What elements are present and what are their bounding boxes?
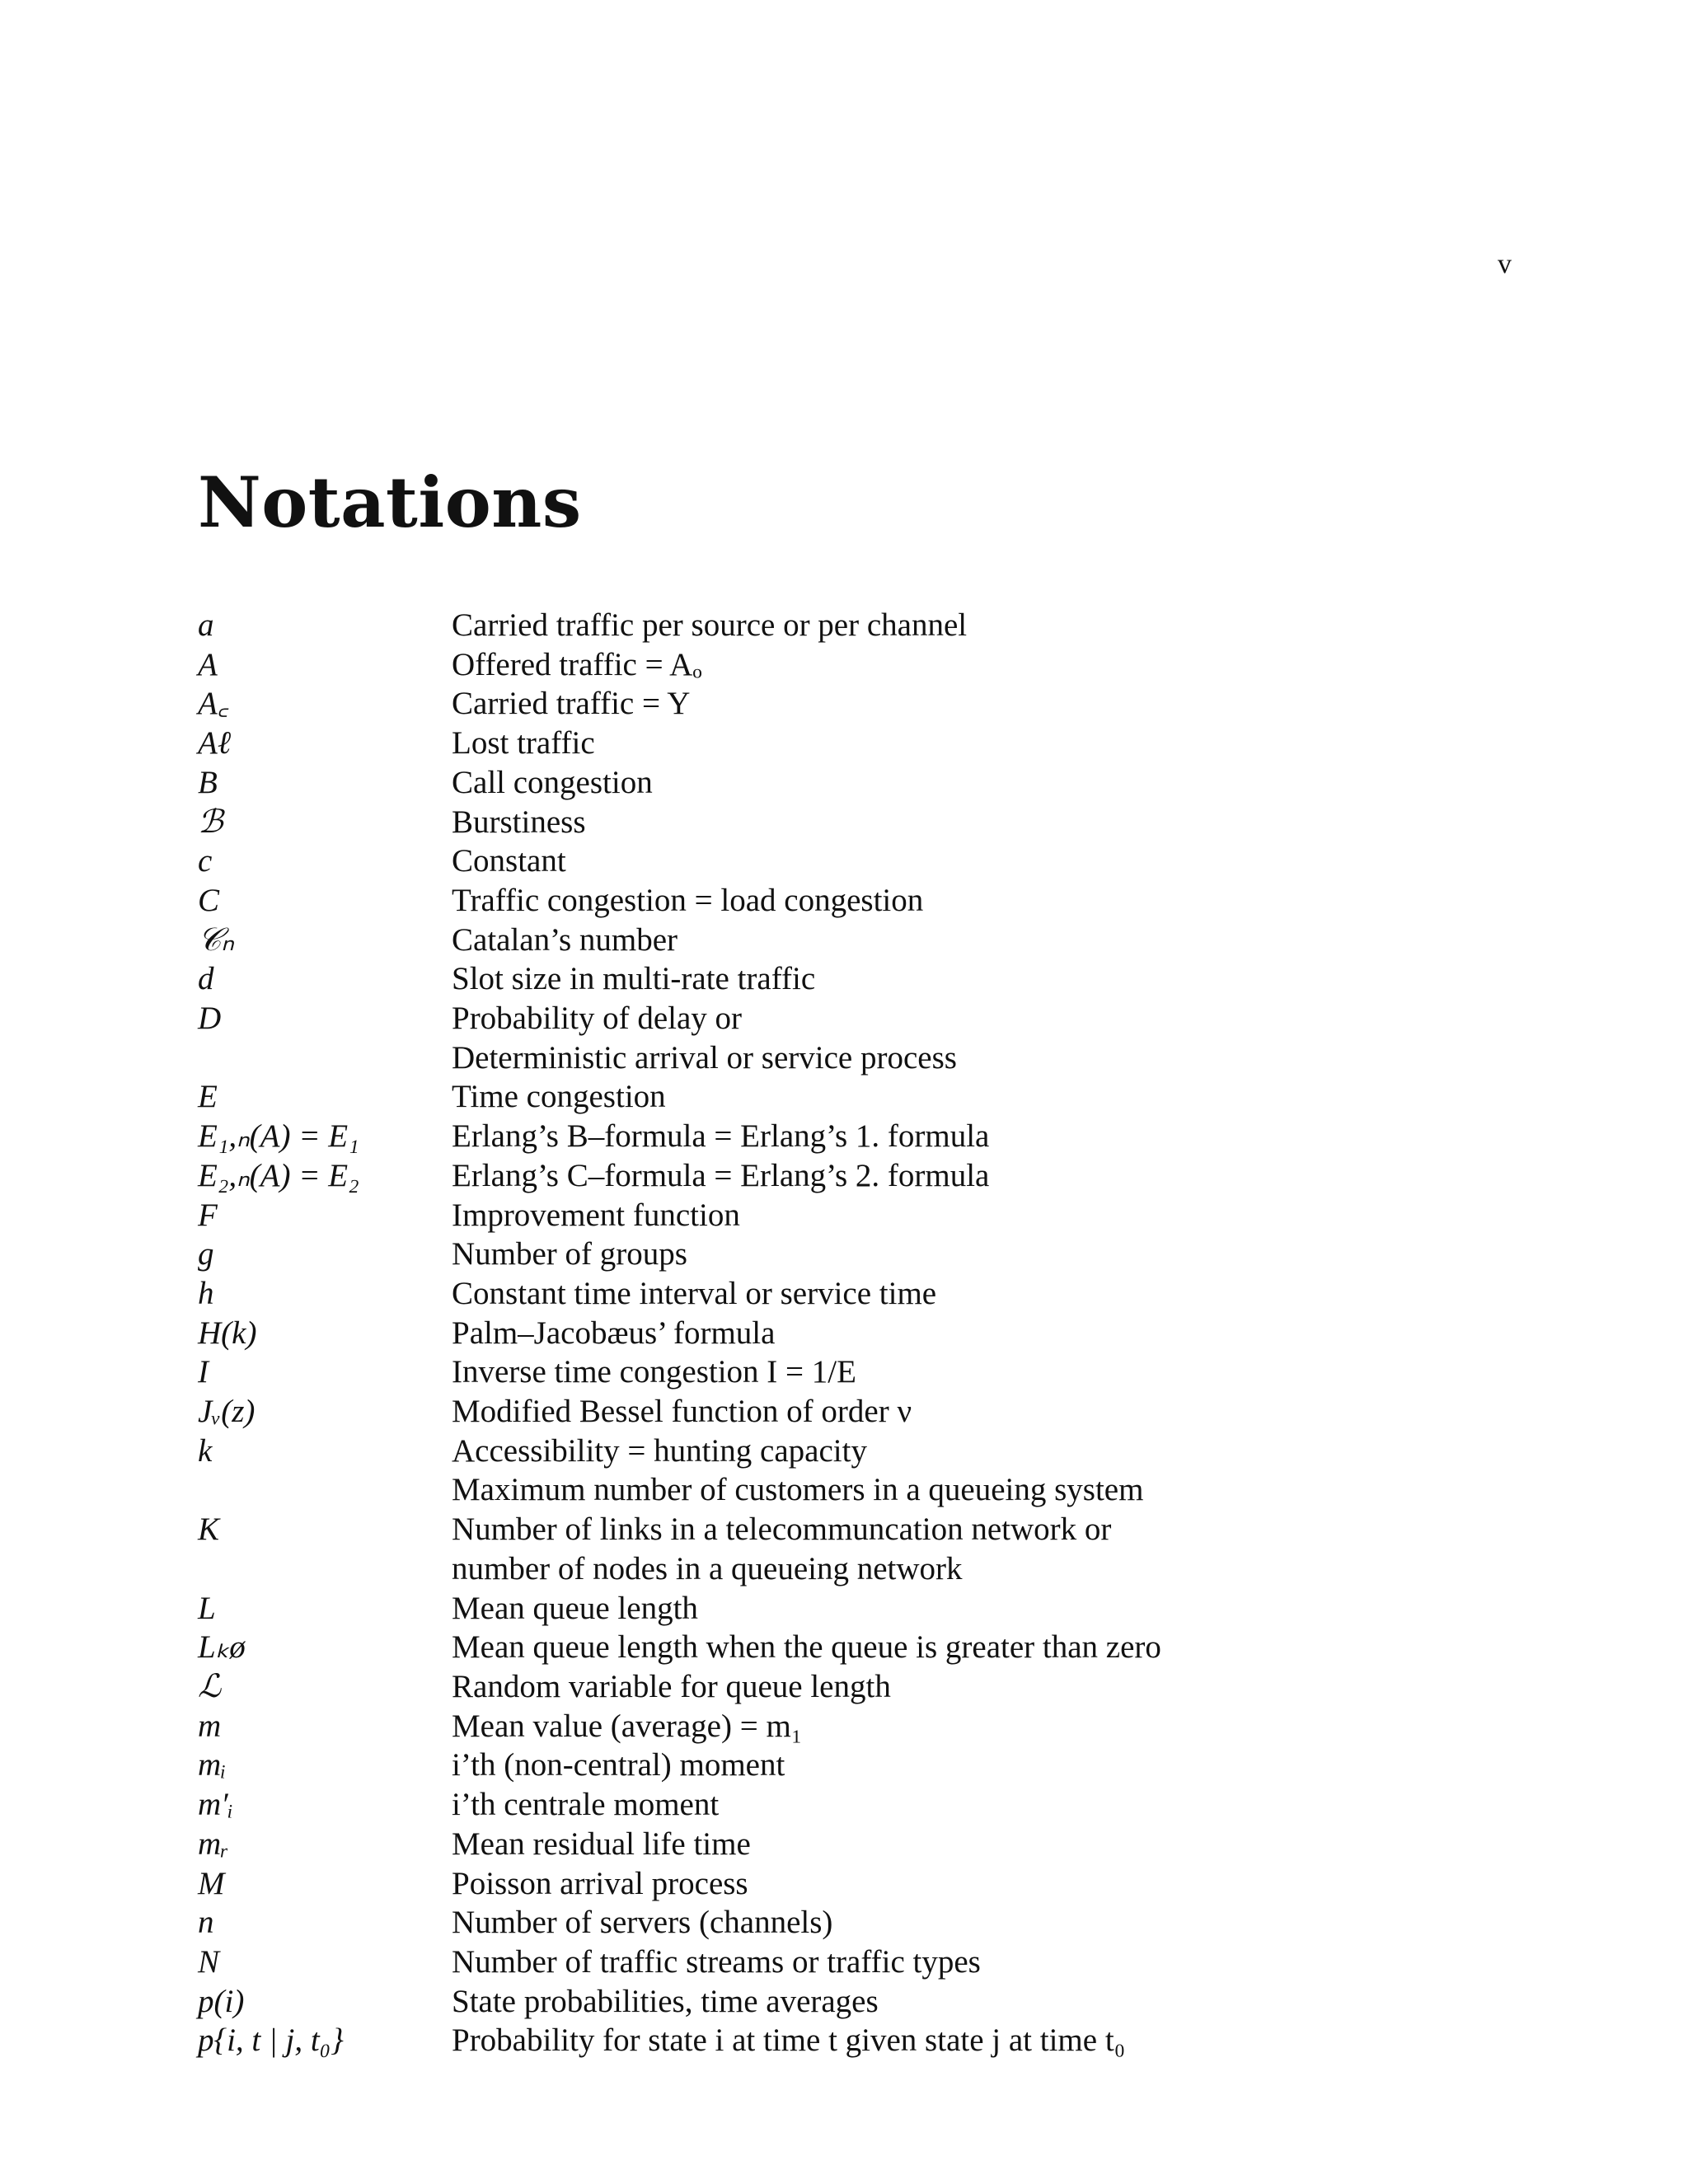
- notation-symbol: L: [198, 1590, 216, 1626]
- notation-symbol: ℒ: [198, 1668, 222, 1704]
- notation-description: Slot size in multi-rate traffic: [452, 961, 816, 997]
- notation-row: [198, 1392, 1517, 1432]
- notation-description: Poisson arrival process: [452, 1865, 748, 1901]
- notation-symbol: ℬ: [198, 804, 223, 840]
- notation-row: [198, 921, 1517, 960]
- notation-description: Maximum number of customers in a queueing system: [452, 1472, 1144, 1508]
- notation-symbol: d: [198, 961, 214, 997]
- notation-row: [198, 2021, 1517, 2060]
- notation-row: [198, 1470, 1517, 1510]
- notation-description: Number of traffic streams or traffic types: [452, 1943, 981, 1980]
- notation-symbol: I: [198, 1354, 209, 1390]
- notation-row: [198, 1825, 1517, 1864]
- notation-row: [198, 999, 1517, 1038]
- notation-description: Palm–Jacobæus’ formula: [452, 1315, 776, 1351]
- notation-description: i’th (non-central) moment: [452, 1747, 785, 1783]
- notation-symbol: Aℓ: [198, 725, 232, 762]
- notation-description: Accessibility = hunting capacity: [452, 1432, 867, 1469]
- notation-row: [198, 724, 1517, 763]
- notation-symbol: a: [198, 607, 214, 643]
- notation-symbol: 𝒞ₙ: [198, 921, 234, 958]
- notation-description: Constant time interval or service time: [452, 1275, 937, 1311]
- notation-symbol: m′ᵢ: [198, 1787, 233, 1823]
- notation-row: [198, 1549, 1517, 1589]
- notation-symbol: K: [198, 1511, 220, 1548]
- notation-symbol: F: [198, 1197, 218, 1233]
- notation-description: Carried traffic = Y: [452, 686, 691, 722]
- notation-symbol: g: [198, 1236, 214, 1272]
- notation-description: Probability for state i at time t given state j at time t₀: [452, 2022, 1126, 2059]
- notation-row: [198, 1038, 1517, 1078]
- notation-description: Erlang’s C–formula = Erlang’s 2. formula: [452, 1157, 990, 1193]
- notation-row: [198, 763, 1517, 803]
- notation-description: Burstiness: [452, 804, 586, 840]
- notation-symbol: mᵣ: [198, 1825, 229, 1862]
- notation-symbol: p(i): [198, 1983, 245, 2019]
- notation-symbol: n: [198, 1905, 214, 1941]
- notation-row: [198, 803, 1517, 842]
- notation-description: Probability of delay or: [452, 1001, 743, 1037]
- notation-description: Traffic congestion = load congestion: [452, 882, 924, 918]
- notation-description: Number of servers (channels): [452, 1905, 833, 1941]
- notation-symbol: m: [198, 1708, 222, 1744]
- notation-symbol: H(k): [198, 1315, 257, 1351]
- notation-symbol: h: [198, 1275, 214, 1311]
- notation-description: Mean queue length: [452, 1590, 698, 1626]
- notation-row: [198, 1903, 1517, 1943]
- notation-description: Mean queue length when the queue is greater than zero: [452, 1629, 1161, 1666]
- notation-symbol: D: [198, 1001, 222, 1037]
- notation-symbol: C: [198, 882, 220, 918]
- notation-symbol: M: [198, 1865, 225, 1901]
- notation-row: [198, 1982, 1517, 2022]
- notation-row: [198, 1196, 1517, 1235]
- notation-row: [198, 1864, 1517, 1904]
- notation-description: i’th centrale moment: [452, 1787, 720, 1823]
- notation-symbol: Jᵥ(z): [198, 1394, 256, 1430]
- notation-row: [198, 1432, 1517, 1471]
- notation-row: [198, 1785, 1517, 1825]
- notation-symbol: E: [198, 1079, 218, 1115]
- notation-description: Mean value (average) = m₁: [452, 1708, 803, 1744]
- notation-symbol: c: [198, 843, 213, 879]
- notation-symbol: E₂,ₙ(A) = E₂: [198, 1157, 359, 1193]
- notation-row: [198, 1117, 1517, 1156]
- notation-symbol: A꜀: [198, 686, 229, 722]
- notation-description: Deterministic arrival or service process: [452, 1039, 957, 1076]
- notation-row: [198, 1746, 1517, 1785]
- notations-list: [198, 606, 1517, 2060]
- notation-description: Time congestion: [452, 1079, 666, 1115]
- notation-symbol: E₁,ₙ(A) = E₁: [198, 1118, 359, 1155]
- notation-description: Random variable for queue length: [452, 1668, 891, 1704]
- notation-description: Erlang’s B–formula = Erlang’s 1. formula: [452, 1118, 990, 1155]
- page-number: v: [1498, 249, 1512, 279]
- notation-row: [198, 1707, 1517, 1746]
- notation-row: [198, 1943, 1517, 1982]
- notation-row: [198, 1274, 1517, 1314]
- notation-symbol: A: [198, 646, 218, 682]
- notation-row: [198, 959, 1517, 999]
- notation-row: [198, 1510, 1517, 1549]
- notation-row: [198, 684, 1517, 724]
- notation-symbol: p{i, t | j, t₀}: [198, 2022, 344, 2059]
- notation-description: Constant: [452, 843, 566, 879]
- notation-description: Offered traffic = Aₒ: [452, 646, 702, 682]
- notation-description: Inverse time congestion I = 1/E: [452, 1354, 856, 1390]
- notation-description: number of nodes in a queueing network: [452, 1550, 963, 1586]
- notation-symbol: B: [198, 764, 218, 800]
- notation-row: [198, 881, 1517, 921]
- page-title: Notations: [198, 462, 582, 543]
- notation-description: Mean residual life time: [452, 1825, 751, 1862]
- notation-description: Modified Bessel function of order ν: [452, 1394, 912, 1430]
- notation-description: State probabilities, time averages: [452, 1983, 879, 2019]
- notation-row: [198, 1156, 1517, 1196]
- notation-description: Lost traffic: [452, 725, 595, 762]
- notation-symbol: Lₖø: [198, 1629, 246, 1666]
- notation-symbol: k: [198, 1432, 213, 1469]
- notation-symbol: mᵢ: [198, 1747, 227, 1783]
- notation-description: Catalan’s number: [452, 921, 678, 958]
- notation-row: [198, 1667, 1517, 1707]
- notation-description: Number of links in a telecommuncation network or: [452, 1511, 1112, 1548]
- notation-description: Number of groups: [452, 1236, 687, 1272]
- notation-row: [198, 1077, 1517, 1117]
- notation-row: [198, 1589, 1517, 1629]
- notation-row: [198, 606, 1517, 645]
- notation-row: [198, 1628, 1517, 1667]
- notation-row: [198, 1314, 1517, 1353]
- notation-description: Improvement function: [452, 1197, 740, 1233]
- notation-row: [198, 841, 1517, 881]
- notation-row: [198, 1235, 1517, 1274]
- notation-description: Carried traffic per source or per channel: [452, 607, 968, 643]
- notation-row: [198, 1352, 1517, 1392]
- notation-symbol: N: [198, 1943, 220, 1980]
- notation-row: [198, 645, 1517, 685]
- notation-description: Call congestion: [452, 764, 653, 800]
